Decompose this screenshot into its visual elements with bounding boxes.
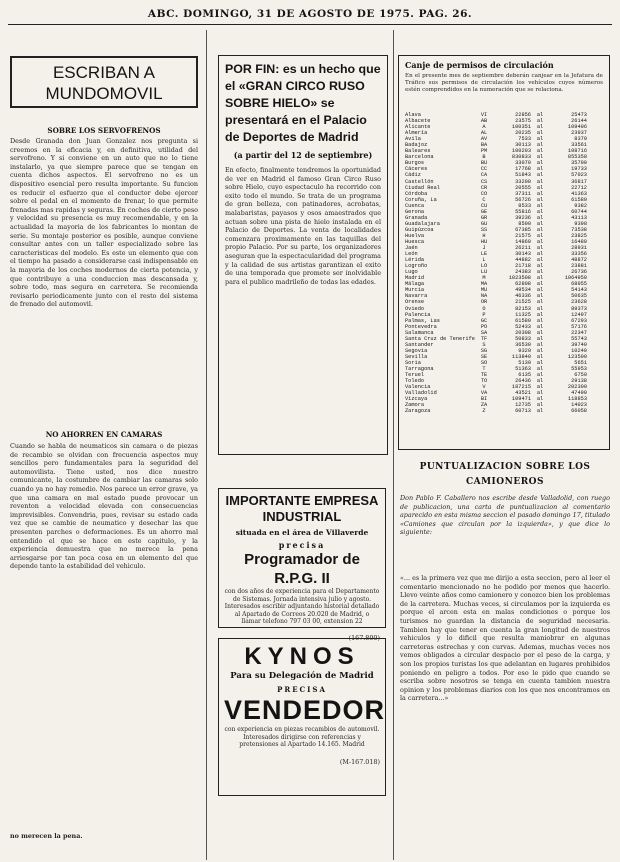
canje-cell: al <box>536 311 544 318</box>
canje-cell: 11325 <box>515 311 531 318</box>
camaras-end: no merecen la pena. <box>10 832 83 840</box>
camaras-body: Cuando se habla de neumaticos sin camara o de piezas de recambio se olvidan con frecuencia aspectos muy sencillos pero fundamentales para la seguridad del automovilista. Tiene usted, nos dice nuestro comunicante, la costumbre de cambiar las camaras solo cuando ya no hay remedio. Nos parece un error grave, ya que una camara en mal estado puede provocar un reventon a velocidad elevada con consecuencias imprevisibles. Convendria, pues, revisar su estado cada vez que se cambie de neumatico y desechar las que presenten parches o deformaciones. Es un ahorro mal entendido el que se hace en este capitulo, y la experiencia demuestra que no merece la pena arriesgarse por tan poca cosa en un elemento del que depende tanto la estabilidad del vehiculo. <box>10 442 198 571</box>
ad2-line-1: IMPORTANTE EMPRESA <box>225 493 379 508</box>
canje-cell: BU <box>480 160 488 167</box>
canje-cell: al <box>536 184 544 191</box>
canje-cell: 67293 <box>571 317 587 324</box>
canje-cell: Huelva <box>405 232 425 239</box>
canje-cell: 26144 <box>571 118 587 125</box>
canje-cell: 61580 <box>571 196 587 203</box>
canje-cell: TO <box>480 378 488 385</box>
canje-cell: 56726 <box>515 196 531 203</box>
canje-cell: Guadalajara <box>405 220 440 227</box>
canje-cell: PO <box>480 323 488 330</box>
canje-cell: ZA <box>480 402 488 409</box>
canje-cell: al <box>536 347 544 354</box>
ad3-line-3: PRECISA <box>277 685 327 694</box>
canje-cell: 30113 <box>515 142 531 149</box>
ad2-ref: (167.800) <box>348 634 380 642</box>
canje-cell: T <box>482 365 486 372</box>
canje-intro: En el presente mes de septiembre deberán canjear en la Jefatura de Tráfico sus permisos de circulación los vehículos cuyos números estén comprendidos en la numeración que se relaciona. <box>405 73 603 93</box>
canje-cell: 66058 <box>571 408 587 415</box>
canje-cell: al <box>536 323 544 330</box>
canje-cell: 35700 <box>571 160 587 167</box>
canje-cell: Lugo <box>405 269 418 276</box>
canje-cell: Palmas, Las <box>405 317 440 324</box>
canje-cell: Cáceres <box>405 166 428 173</box>
canje-cell: 43113 <box>571 214 587 221</box>
canje-cell: Albacete <box>405 118 431 125</box>
canje-cell: Z <box>482 408 486 415</box>
canje-cell: CS <box>480 178 488 185</box>
canje-cell: al <box>536 396 544 403</box>
canje-cell: Castellón <box>405 178 434 185</box>
canje-cell: 830833 <box>511 154 531 161</box>
canje-cell: al <box>536 263 544 270</box>
canje-cell: AL <box>480 130 488 137</box>
ad3-line-2: Para su Delegación de Madrid <box>230 671 374 681</box>
canje-cell: 33356 <box>571 251 587 258</box>
canje-cell: 54143 <box>571 287 587 294</box>
canje-cell: LE <box>480 251 488 258</box>
canje-cell: 41363 <box>571 190 587 197</box>
canje-cell: 6750 <box>574 372 587 379</box>
canje-cell: 21525 <box>515 299 531 306</box>
canje-cell: al <box>536 245 544 252</box>
canje-cell: al <box>536 359 544 366</box>
canje-cell: A <box>482 124 486 131</box>
canje-cell: L <box>482 257 486 264</box>
canje-cell: 55816 <box>515 208 531 215</box>
canje-cell: GE <box>480 208 488 215</box>
canje-cell: P <box>482 311 486 318</box>
canje-cell: S <box>482 341 486 348</box>
camioneros-body: «... es la primera vez que me dirijo a esta seccion, pero al leer el comentario mencionado no he podido por menos que hacerlo. Llevo veinte años como camionero y conozco bien los problemas de la carretera. Muchas veces, si circulamos por la izquierda es porque el arcen esta en malas condiciones o porque los turismos no guardan la distancia de seguridad necesaria. Tambien hay que tener en cuenta la gran longitud de nuestros vehiculos y lo dificil que resulta maniobrar en algunas carreteras estrechas y con curvas. Ademas, muchas veces nos vemos obligados a circular despacio por el peso de la carga, y son los propios turistas los que adelantan en lugares prohibidos poniendo en peligro a todos. Por eso le pido que cuando se escriba sobre nosotros se tenga en cuenta tambien nuestra opinion y los problemas diarios con los que nos encontramos en la carretera...» <box>400 574 610 703</box>
canje-cell: Burgos <box>405 160 425 167</box>
kynos-logo-text: KYNOS <box>244 643 360 670</box>
canje-cell: 36530 <box>515 341 531 348</box>
canje-cell: GR <box>480 214 488 221</box>
canje-cell: LO <box>480 263 488 270</box>
canje-cell: Sevilla <box>405 353 428 360</box>
canje-cell: MA <box>480 281 488 288</box>
canje-cell: 10240 <box>571 347 587 354</box>
canje-cell: 19733 <box>571 166 587 173</box>
canje-cell: Soria <box>405 359 421 366</box>
canje-cell: al <box>536 226 544 233</box>
canje-cell: al <box>536 269 544 276</box>
canje-cell: V <box>482 384 486 391</box>
canje-cell: Cádiz <box>405 172 421 179</box>
canje-cell: 12735 <box>515 402 531 409</box>
camioneros-title-2: CAMIONEROS <box>465 477 545 487</box>
canje-cell: 9320 <box>518 347 531 354</box>
canje-cell: 26736 <box>571 269 587 276</box>
canje-cell: VI <box>480 112 488 118</box>
canje-cell: 67385 <box>515 226 531 233</box>
canje-cell: 21718 <box>515 263 531 270</box>
canje-cell: 43521 <box>515 390 531 397</box>
canje-cell: Alava <box>405 112 421 118</box>
canje-cell: al <box>536 287 544 294</box>
canje-cell: Almería <box>405 130 428 137</box>
canje-cell: al <box>536 299 544 306</box>
canje-cell: 36817 <box>571 178 587 185</box>
canje-cell: 51363 <box>515 365 531 372</box>
ad2-line-4: precisa <box>278 540 326 550</box>
canje-cell: al <box>536 317 544 324</box>
canje-cell: 26436 <box>515 378 531 385</box>
circo-ruso-article <box>218 55 388 455</box>
canje-cell: al <box>536 341 544 348</box>
canje-cell: al <box>536 154 544 161</box>
canje-cell: al <box>536 214 544 221</box>
kynos-ad <box>218 638 386 796</box>
canje-cell: al <box>536 160 544 167</box>
canje-cell: SG <box>480 347 488 354</box>
canje-cell: 5130 <box>518 359 531 366</box>
canje-cell: 57176 <box>571 323 587 330</box>
canje-cell: B <box>482 154 486 161</box>
canje-cell: Pontevedra <box>405 323 437 330</box>
canje-cell: MU <box>480 287 488 294</box>
ad3-body: con experiencia en piezas recambios de automovil. Interesados dirigirse con referencias y pretensiones al Apartado 14.165. Madrid <box>224 726 380 749</box>
empresa-industrial-ad <box>218 488 386 642</box>
canje-cell: Logroño <box>405 263 428 270</box>
canje-cell: 23881 <box>571 263 587 270</box>
canje-cell: 23937 <box>571 130 587 137</box>
camioneros-intro: Don Pablo F. Caballero nos escribe desde Valladolid, con ruego de publicacion, una carta de puntualizacion al comentario aparecido en esta misma seccion el pasado domingo 17, titulado «Camiones que circulan por la izquierda», y que dice lo siguiente: <box>400 494 610 537</box>
canje-cell: SO <box>480 359 488 366</box>
canje-cell: 9398 <box>574 220 587 227</box>
canje-cell: 123500 <box>567 353 587 360</box>
canje-cell: 50833 <box>515 335 531 342</box>
canje-cell: Jaén <box>405 245 418 252</box>
canje-cell: 60713 <box>515 408 531 415</box>
canje-permisos-box <box>398 55 610 450</box>
canje-cell: 20235 <box>515 130 531 137</box>
canje-cell: Huesca <box>405 238 425 245</box>
canje-cell: León <box>405 251 418 258</box>
canje-cell: TE <box>480 372 488 379</box>
canje-cell: CO <box>480 190 488 197</box>
servofrenos-body: Desde Granada don Juan Gonzalez nos pregunta si creemos en la eficacia y, en definitiva, utilidad del servofreno. Y si conviene en un auto que no lo tiene instalarlo, ya que siempre parece que se tengan en cuenta dichos aspectos. El servofreno no es un dispositivo esencial pero resulta importante. Su funcion es reducir el esfuerzo que el conductor debe ejercer sobre el pedal en el momento de frenar, lo que permite frenadas mas rapidas y seguras. En coches de cierto peso y velocidad su presencia es muy recomendable, y en la actualidad la mayoria de los fabricantes lo montan de serie. Su montaje posterior es posible, aunque conviene consultar antes con un taller especializado sobre las caracteristicas del modelo. Es este un elemento que con el tiempo ha pasado a considerarse casi indispensable en la mayoria de los coches modernos de cierta potencia, y que contribuye a una conduccion mas descansada y, sobre todo, mas segura en carretera. Se recomienda revisarlo periodicamente junto con el resto del sistema de frenado del automovil. <box>10 137 198 309</box>
canje-cell: 33200 <box>515 178 531 185</box>
canje-cell: Santander <box>405 341 434 348</box>
canje-cell: O <box>482 305 486 312</box>
canje-cell: al <box>536 251 544 258</box>
ad2-line-2: INDUSTRIAL <box>262 509 342 524</box>
canje-cell: 7533 <box>518 136 531 143</box>
canje-cell: Zamora <box>405 402 425 409</box>
canje-cell: 14023 <box>571 402 587 409</box>
canje-cell: Lérida <box>405 257 425 264</box>
canje-cell: Barcelona <box>405 154 434 161</box>
canje-cell: 14860 <box>515 238 531 245</box>
canje-cell: 22712 <box>571 184 587 191</box>
canje-cell: al <box>536 148 544 155</box>
canje-cell: 29138 <box>571 378 587 385</box>
canje-cell: SS <box>480 226 488 233</box>
canje-cell: Ciudad Real <box>405 184 440 191</box>
box-title-line-1: ESCRIBAN A <box>52 63 156 82</box>
canje-cell: Cuenca <box>405 202 425 209</box>
canje-cell: al <box>536 305 544 312</box>
canje-cell: 48872 <box>571 257 587 264</box>
canje-cell: 202300 <box>567 384 587 391</box>
canje-cell: 25473 <box>571 112 587 118</box>
page-header: ABC. DOMINGO, 31 DE AGOSTO DE 1975. PAG. 26. <box>147 8 473 20</box>
canje-cell: al <box>536 202 544 209</box>
canje-cell: 20555 <box>515 184 531 191</box>
canje-cell: Navarra <box>405 293 428 300</box>
box-title-line-2: MUNDOMOVIL <box>45 84 163 103</box>
canje-cell: al <box>536 178 544 185</box>
canje-cell: 23628 <box>571 299 587 306</box>
circo-ruso-date: (a partir del 12 de septiembre) <box>233 150 373 160</box>
canje-cell: SE <box>480 353 488 360</box>
canje-cell: Alicante <box>405 124 431 131</box>
canje-cell: Toledo <box>405 378 425 385</box>
canje-cell: 49534 <box>515 287 531 294</box>
canje-cell: al <box>536 372 544 379</box>
canje-cell: al <box>536 353 544 360</box>
canje-cell: 109406 <box>567 124 587 131</box>
canje-cell: 26211 <box>515 245 531 252</box>
canje-cell: al <box>536 402 544 409</box>
canje-cell: SA <box>480 329 488 336</box>
canje-cell: CU <box>480 202 488 209</box>
canje-cell: al <box>536 257 544 264</box>
canje-cell: al <box>536 365 544 372</box>
canje-cell: 8500 <box>518 220 531 227</box>
canje-cell: 187215 <box>511 384 531 391</box>
canje-cell: 9382 <box>574 202 587 209</box>
canje-cell: 1023508 <box>508 275 531 282</box>
canje-cell: 30143 <box>515 251 531 258</box>
canje-cell: 73538 <box>571 226 587 233</box>
canje-cell: 47490 <box>571 390 587 397</box>
camioneros-title-1: PUNTUALIZACION SOBRE LOS <box>419 462 591 472</box>
canje-cell: Madrid <box>405 275 425 282</box>
canje-cell: al <box>536 196 544 203</box>
canje-cell: al <box>536 220 544 227</box>
canje-cell: 16480 <box>571 238 587 245</box>
canje-cell: 52433 <box>515 323 531 330</box>
canje-cell: 113840 <box>511 353 531 360</box>
canje-cell: Zaragoza <box>405 408 431 415</box>
ad2-line-3: situada en el área de Villaverde <box>235 528 369 537</box>
canje-cell: Oviedo <box>405 305 425 312</box>
canje-cell: al <box>536 281 544 288</box>
canje-cell: al <box>536 275 544 282</box>
column-divider-left <box>206 30 207 860</box>
canje-cell: Córdoba <box>405 190 428 197</box>
canje-cell: AV <box>480 136 488 143</box>
ad3-line-4: VENDEDOR <box>224 695 386 725</box>
canje-cell: 118853 <box>567 396 587 403</box>
mundomovil-title-box <box>10 56 198 108</box>
canje-cell: 33070 <box>515 160 531 167</box>
canje-cell: VA <box>480 390 488 397</box>
canje-cell: 1064950 <box>564 275 587 282</box>
canje-cell: Granada <box>405 214 428 221</box>
canje-cell: BA <box>480 142 488 149</box>
canje-cell: al <box>536 112 544 118</box>
canje-cell: Murcia <box>405 287 425 294</box>
canje-cell: OR <box>480 299 488 306</box>
canje-cell: 61580 <box>515 317 531 324</box>
canje-cell: 68955 <box>571 281 587 288</box>
canje-cell: 12497 <box>571 311 587 318</box>
canje-cell: LU <box>480 269 488 276</box>
circo-ruso-body: En efecto, finalmente tendremos la oportunidad de ver en Madrid el famoso Gran Circo Ruso sobre Hielo, cuyo espectaculo ha recorrido con exito todo el mundo. Se trata de un programa de gran belleza, con patinadores, acrobatas, malabaristas, payasos y osos amaestrados que actuan sobre una pista de hielo instalada en el Palacio de Deportes. La venta de localidades comenzara proximamente en las taquillas del propio Palacio. Por su parte, los organizadores aseguran que la espectacularidad del programa y la calidad de sus artistas garantizan el exito de una temporada que promete ser inolvidable para el publico madrileño de todas las edades. <box>225 166 381 286</box>
canje-cell: al <box>536 384 544 391</box>
canje-cell: Santa Cruz de Tenerife <box>405 335 475 342</box>
canje-table-row <box>405 408 603 414</box>
canje-cell: 20308 <box>515 329 531 336</box>
canje-cell: 62808 <box>515 281 531 288</box>
canje-cell: 21575 <box>515 232 531 239</box>
canje-cell: al <box>536 118 544 125</box>
canje-cell: J <box>482 245 486 252</box>
canje-cell: 55743 <box>571 335 587 342</box>
canje-cell: CA <box>480 172 488 179</box>
canje-cell: al <box>536 238 544 245</box>
ad2-body: con dos años de experiencia para el Departamento de Sistemas. Jornada intensiva julio y agosto. Interesados escribir adjuntando historial detallado al Apartado de Correos 20.020 de Madrid, o llamar telefono 797 03 00, extension 22 <box>224 588 380 626</box>
canje-cell: HU <box>480 238 488 245</box>
canje-cell: Málaga <box>405 281 425 288</box>
servofrenos-title: SOBRE LOS SERVOFRENOS <box>47 126 161 135</box>
canje-cell: al <box>536 208 544 215</box>
canje-cell: 39740 <box>571 341 587 348</box>
canje-cell: 33561 <box>571 142 587 149</box>
canje-cell: BI <box>480 396 488 403</box>
canje-cell: 22856 <box>515 112 531 118</box>
canje-cell: H <box>482 232 486 239</box>
canje-cell: 24383 <box>515 269 531 276</box>
canje-cell: Segovia <box>405 347 428 354</box>
canje-cell: al <box>536 136 544 143</box>
circo-ruso-headline: POR FIN: es un hecho que el «GRAN CIRCO RUSO SOBRE HIELO» se presentará en el Palacio de Deportes de Madrid <box>225 62 381 144</box>
canje-cell: 17768 <box>515 166 531 173</box>
ad2-line-5: Programador de R.P.G. II <box>244 551 360 587</box>
canje-cell: Coruña, La <box>405 196 437 203</box>
canje-cell: al <box>536 293 544 300</box>
canje-cell: al <box>536 166 544 173</box>
canje-cell: 37311 <box>515 190 531 197</box>
canje-cell: 51843 <box>515 172 531 179</box>
canje-cell: PM <box>480 148 488 155</box>
canje-cell: al <box>536 232 544 239</box>
ad3-ref: (M-167.018) <box>339 758 380 766</box>
canje-cell: al <box>536 390 544 397</box>
column-divider-right <box>393 30 394 860</box>
canje-cell: 100351 <box>511 124 531 131</box>
canje-cell: al <box>536 130 544 137</box>
canje-cell: CC <box>480 166 488 173</box>
canje-cell: Valencia <box>405 384 431 391</box>
canje-cell: 22347 <box>571 329 587 336</box>
canje-title: Canje de permisos de circulación <box>405 60 554 70</box>
canje-cell: Orense <box>405 299 425 306</box>
canje-cell: al <box>536 378 544 385</box>
canje-cell: 50635 <box>571 293 587 300</box>
canje-cell: 46336 <box>515 293 531 300</box>
canje-cell: al <box>536 124 544 131</box>
canje-cell: Tarragona <box>405 365 434 372</box>
canje-cell: al <box>536 329 544 336</box>
canje-table <box>405 112 603 414</box>
canje-cell: 89373 <box>571 305 587 312</box>
canje-cell: Palencia <box>405 311 431 318</box>
canje-cell: al <box>536 172 544 179</box>
canje-cell: Badajoz <box>405 142 428 149</box>
canje-cell: al <box>536 190 544 197</box>
canje-cell: 5651 <box>574 359 587 366</box>
canje-cell: 28931 <box>571 245 587 252</box>
canje-cell: 108716 <box>567 148 587 155</box>
canje-cell: CR <box>480 184 488 191</box>
canje-cell: 23825 <box>571 232 587 239</box>
canje-cell: 8533 <box>518 202 531 209</box>
canje-cell: 39236 <box>515 214 531 221</box>
canje-cell: Gerona <box>405 208 425 215</box>
canje-cell: 855358 <box>567 154 587 161</box>
canje-cell: 82153 <box>515 305 531 312</box>
canje-cell: al <box>536 335 544 342</box>
canje-cell: AB <box>480 118 488 125</box>
canje-cell: 55953 <box>571 365 587 372</box>
canje-cell: 100203 <box>511 148 531 155</box>
canje-cell: 23575 <box>515 118 531 125</box>
camaras-title: NO AHORREN EN CAMARAS <box>45 430 163 439</box>
canje-cell: 6135 <box>518 372 531 379</box>
canje-cell: C <box>482 196 486 203</box>
canje-cell: Guipúzcoa <box>405 226 434 233</box>
canje-cell: 109471 <box>511 396 531 403</box>
canje-cell: Salamanca <box>405 329 434 336</box>
canje-cell: 44882 <box>515 257 531 264</box>
canje-cell: al <box>536 142 544 149</box>
canje-cell: Vizcaya <box>405 396 428 403</box>
canje-cell: NA <box>480 293 488 300</box>
canje-cell: Baleares <box>405 148 431 155</box>
canje-cell: TF <box>480 335 488 342</box>
canje-cell: 57023 <box>571 172 587 179</box>
canje-cell: al <box>536 408 544 415</box>
canje-cell: Avila <box>405 136 421 143</box>
canje-cell: GC <box>480 317 488 324</box>
canje-cell: M <box>482 275 486 282</box>
canje-cell: Teruel <box>405 372 425 379</box>
canje-cell: 60744 <box>571 208 587 215</box>
canje-cell: Valladolid <box>405 390 437 397</box>
canje-cell: 8370 <box>574 136 587 143</box>
canje-cell: GU <box>480 220 488 227</box>
header-rule <box>8 24 612 25</box>
